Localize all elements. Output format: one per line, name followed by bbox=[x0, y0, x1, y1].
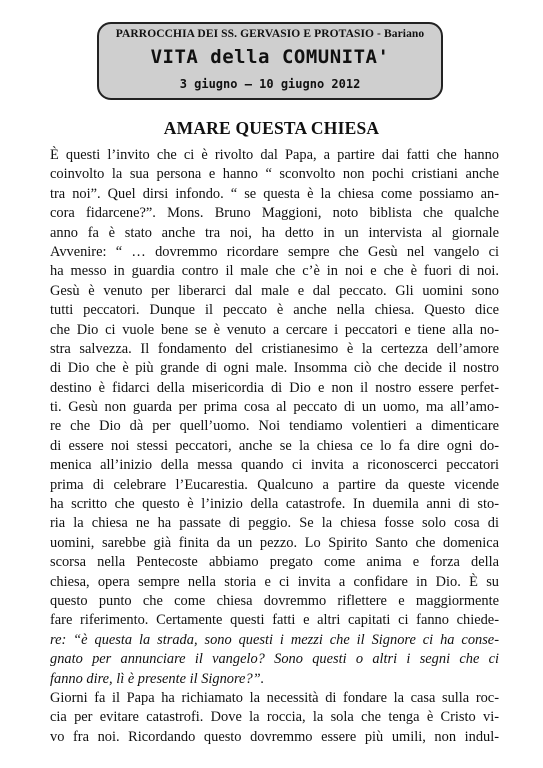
article-line: uomini, sarebbe già finita da un pezzo. Lo Spirito Santo che domenica bbox=[50, 534, 499, 551]
article-line: ria la chiesa ne ha passate di peggio. Se la chiesa fosse solo cosa di bbox=[50, 515, 499, 532]
article-line: ha messo in guardia contro il male che c’è in noi e che è fuori di noi. bbox=[50, 263, 499, 280]
article-body bbox=[50, 146, 499, 747]
article-line: destino è fidarci della misericordia di Dio e non il nostro essere perfet- bbox=[50, 379, 499, 396]
article-title: AMARE QUESTA CHIESA bbox=[163, 118, 380, 138]
article-line: Gesù è venuto per liberarci dal male e dal peccato. Gli uomini sono bbox=[50, 282, 499, 299]
article-line: re che Dio dà per quell’uomo. Noi tendiamo volentieri a dimenticare bbox=[50, 418, 499, 435]
parish-name: PARROCCHIA DEI SS. GERVASIO E PROTASIO - Bariano bbox=[115, 28, 425, 40]
newsletter-header bbox=[97, 22, 443, 100]
article-line: anno fa è stato anche tra noi, ha detto in un intervista al giornale bbox=[50, 224, 499, 241]
article-line: gnato per annunciare il vangelo? Sono questi o altri i segni che ci bbox=[50, 651, 499, 668]
newsletter-title: VITA della COMUNITA' bbox=[150, 46, 390, 68]
article-line: chiesa, opera sempre nella storia e ci invita a confidare in Dio. È su bbox=[50, 573, 499, 590]
article-line: che Dio ci vuole bene se è venuto a cercare i peccatori e tiene alla no- bbox=[50, 321, 499, 338]
article-line: di essere noi stessi peccatori, anche se la chiesa ce lo fa dire ogni do- bbox=[50, 437, 499, 454]
article-line: ha scritto che questo è l’inizio della catastrofe. In duemila anni di sto- bbox=[50, 496, 499, 513]
article-line: ti. Gesù non guarda per prima cosa al peccato di un uomo, ma all’amo- bbox=[50, 399, 499, 416]
article-line: tra noi”. Quel dirsi infondo. “ se questa è la chiesa come possiamo an- bbox=[50, 185, 499, 202]
article-line: scorsa nella Pentecoste abbiamo pregato come anima e forza della bbox=[50, 554, 499, 571]
article-line: cia per evitare catastrofi. Dove la roccia, la sola che tenga è Cristo vi- bbox=[50, 709, 499, 726]
article-line: re: “è questa la strada, sono questi i mezzi che il Signore ci ha conse- bbox=[50, 631, 499, 648]
article-line: fare riferimento. Certamente questi fatti e altri capitati ci fanno chiede- bbox=[50, 612, 499, 629]
article-line: Avvenire: “ … dovremmo ricordare sempre che Gesù nel vangelo ci bbox=[50, 243, 499, 260]
article-line: di Dio che è più grande di ogni male. Insomma ciò che decide il nostro bbox=[50, 360, 499, 377]
article-line: menica all’inizio della messa quando ci invita a riconoscerci peccatori bbox=[50, 457, 499, 474]
article-line: È questi l’invito che ci è rivolto dal Papa, a partire dai fatti che hanno bbox=[50, 147, 499, 163]
article-line: stra salvezza. Il fondamento del cristianesimo è la certezza dell’amore bbox=[50, 340, 499, 357]
article-line: Giorni fa il Papa ha richiamato la necessità di fondare la casa sulla roc- bbox=[50, 689, 499, 706]
article-line: questo punto che come chiesa dovremmo riflettere e maggiormente bbox=[50, 592, 499, 609]
article-line: vo fra noi. Ricordando questo dovremmo essere più umili, non indul- bbox=[50, 728, 499, 745]
article-line: cora fidarcene?”. Mons. Bruno Maggioni, noto biblista che qualche bbox=[50, 205, 499, 222]
article-line: prima di celebrare l’Eucarestia. Qualcuno a partire da queste vicende bbox=[50, 476, 499, 493]
article-line: tutti peccatori. Dunque il peccato è anche nella chiesa. Questo dice bbox=[50, 302, 499, 319]
article-line: fanno dire, lì è presente il Signore?”. bbox=[50, 670, 265, 687]
issue-dates: 3 giugno — 10 giugno 2012 bbox=[179, 77, 361, 91]
article-line: coinvolto la sua persona e hanno “ sconvolto non pochi cristiani anche bbox=[50, 166, 499, 183]
